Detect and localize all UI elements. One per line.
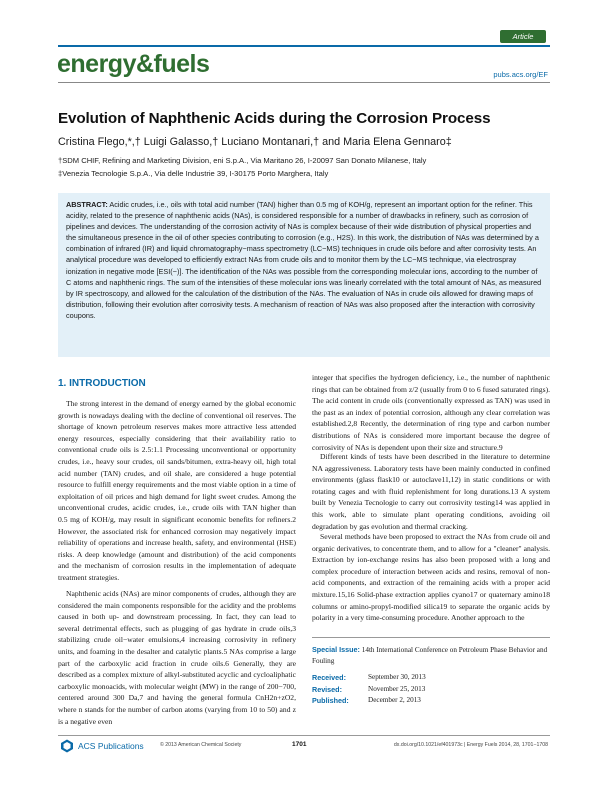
footer-rule bbox=[58, 735, 550, 736]
publisher-logo bbox=[60, 739, 144, 753]
intro-paragraph-2: Naphthenic acids (NAs) are minor components of crudes, although they are considered the main components responsible for the acidity and the problems caused in both up- and downstream processing. In fact, they can lead to several detrimental effects, such as plugging of gas hydrate in crude oils,3 stabilizing crude oil−water emulsions,4 increasing corrosivity in refinery units, and foaming in the desalter and catalytic plants.5 NAs comprise a large part of the carboxylic acid fraction in crude oils.6 Generally, they are described as a complex mixture of alkyl-substituted acyclic and cycloaliphatic carboxylic monoacids, with molecular weight (MW) in the range of 200−700, centered around 300 Da,7 and having the general formula CnH2n+zO2, where n stands for the number of carbon atoms (varying from 10 to 50) and z is a negative even bbox=[58, 589, 296, 726]
page-number: 1701 bbox=[292, 741, 307, 748]
acs-hexagon-icon bbox=[60, 739, 74, 753]
date-value: September 30, 2013 bbox=[368, 673, 426, 682]
date-value: December 2, 2013 bbox=[368, 695, 421, 704]
special-issue-box bbox=[312, 637, 550, 706]
date-row-revised bbox=[312, 684, 550, 695]
special-issue-label: Special Issue: bbox=[312, 645, 360, 654]
publication-dates bbox=[312, 672, 550, 706]
section-heading-introduction: 1. INTRODUCTION bbox=[58, 378, 146, 389]
article-title: Evolution of Naphthenic Acids during the Corrosion Process bbox=[58, 110, 491, 127]
affiliation-2: ‡Venezia Tecnologie S.p.A., Via delle Industrie 39, I-30175 Porto Marghera, Italy bbox=[58, 169, 329, 178]
date-row-published bbox=[312, 695, 550, 706]
author-list: Cristina Flego,*,† Luigi Galasso,† Luciano Montanari,† and Maria Elena Gennaro‡ bbox=[58, 136, 452, 148]
affiliation-1: †SDM CHIF, Refining and Marketing Division, eni S.p.A., Via Maritano 26, I-20097 San Donato Milanese, Italy bbox=[58, 156, 427, 165]
journal-logo: energy&fuels bbox=[57, 50, 210, 78]
doi-link[interactable]: dx.doi.org/10.1021/ef401973c | Energy Fuels 2014, 28, 1701−1708 bbox=[393, 742, 548, 748]
date-row-received bbox=[312, 672, 550, 683]
abstract-label: ABSTRACT: bbox=[66, 200, 108, 209]
intro-paragraph-4: Different kinds of tests have been described in the literature to determine NA aggressiveness. Laboratory tests have been mainly conducted in confined environments (glass flask10 or autoclave11,12) in static conditions or with rotating cages and with fluid replenishment for long durations.13 A system built by Venezia Tecnologie to carry out corrosivity testing14 was applied in this work, able to simulate plant operating conditions, avoiding oil degradation by gas evolution and thermal cracking. bbox=[312, 452, 550, 531]
abstract-box bbox=[58, 193, 550, 357]
intro-paragraph-5: Several methods have been proposed to extract the NAs from crude oil and organic derivatives, to concentrate them, and to allow for a "cleaner" analysis. Extraction by ion-exchange resins has also been proposed with a long and complex procedure of interaction between acids and resins, removal of non-acid components, and extraction of the remaining acids with a proper acid mixture.15,16 Solid-phase extraction applies cyano17 or quaternary amino18 columns or amino-propyl-modified silica19 to separate the organic acids by polarity in a very time-consuming procedure. Another approach to the bbox=[312, 532, 550, 623]
abstract-text: Acidic crudes, i.e., oils with total acid number (TAN) higher than 0.5 mg of KOH/g, represent an important option for the refiner. This acidity, related to the presence of naphthenic acids (NAs), is considered responsible for a number of drawbacks in refinery, such as corrosion of pipelines and devices. The understanding of the corrosion activity of NAs is complex because of their wide distribution of physical properties and the simultaneous presence in the oil of other species contributing to corrosion (e.g., H2S). In this work, the distribution of NAs was determined by a combination of infrared (IR) and liquid chromatography−mass spectrometry (LC−MS) techniques in crude oils before and after corrosivity tests. An analytical procedure was developed to efficiently extract NAs from crude oils and to monitor them by the LC−MS technique, via electrospray ionization in negative mode [ESI(−)]. The identification of the NAs was possible from the corresponding molecular ions, according to the number of C atoms and naphthenic rings. The sum of the intensities of these molecular ions was linearly correlated with the total amount of NAs, as measured by IR spectroscopy, and allowed for the calculation of the distribution of the NAs. The evaluation of NAs in crude oils allowed for drawing maps of distribution, following their evolution after corrosivity tests. A mechanism of reaction of NAs was also proposed after the interaction with corrosivity coupons. bbox=[66, 200, 542, 320]
journal-url-link[interactable]: pubs.acs.org/EF bbox=[493, 70, 548, 79]
date-value: November 25, 2013 bbox=[368, 684, 426, 693]
copyright-notice: © 2013 American Chemical Society bbox=[160, 742, 242, 748]
intro-paragraph-3: integer that specifies the hydrogen deficiency, i.e., the number of naphthenic rings that can be obtained from z/2 (usually from 0 to 6 fused saturated rings). The acid content in crude oils (conventionally expressed as TAN) was used in the past as an index of potential corrosion, although any clear correlation was established.2,8 Recently, the determination of ring type and carbon number distributions of NAs is considered more important because the degree of corrosivity of NAs is dependent upon their size and structure.9 bbox=[312, 373, 550, 452]
intro-paragraph-1: The strong interest in the demand of energy earned by the global economic growth is nowadays dealing with the decline of conventional oil reserves. The shortage of known petroleum reserves makes more attractive less attended energy resources, especially considering that their availability ratio to conventional crude oils is 2.5:1.1 Processing unconventional or opportunity crudes, i.e., heavy sour crudes, oil sands/bitumen, extra-heavy oil, high total acid number (TAN) crudes, and oil shale, are considered a huge potential resource to fulfill energy requirements and the most viable option in a time of exploitation of oil prices and high demand for light sweet crudes. Among the unconventional crudes, acidic crudes, i.e., crude oils with TAN higher than 0.5 mg of KOH/g, may result in significant economic benefits for refiners.2 However, the associated risk for enhanced corrosion may negatively impact reliability of operations and increase health, safety, and environmental (HSE) risks. A deep knowledge (amount and distribution) of the acid components and the mechanism of corrosion results in the implementation of adequate treatment strategies. bbox=[58, 399, 296, 582]
header-rule-lower bbox=[58, 82, 550, 83]
header-rule bbox=[58, 45, 550, 47]
special-issue-text: 14th International Conference on Petroleum Phase Behavior and Fouling bbox=[312, 646, 548, 666]
date-label: Published: bbox=[312, 695, 349, 705]
date-label: Revised: bbox=[312, 684, 342, 694]
date-label: Received: bbox=[312, 673, 346, 683]
article-type-badge: Article bbox=[500, 30, 546, 43]
publisher-name: ACS Publications bbox=[78, 741, 144, 751]
